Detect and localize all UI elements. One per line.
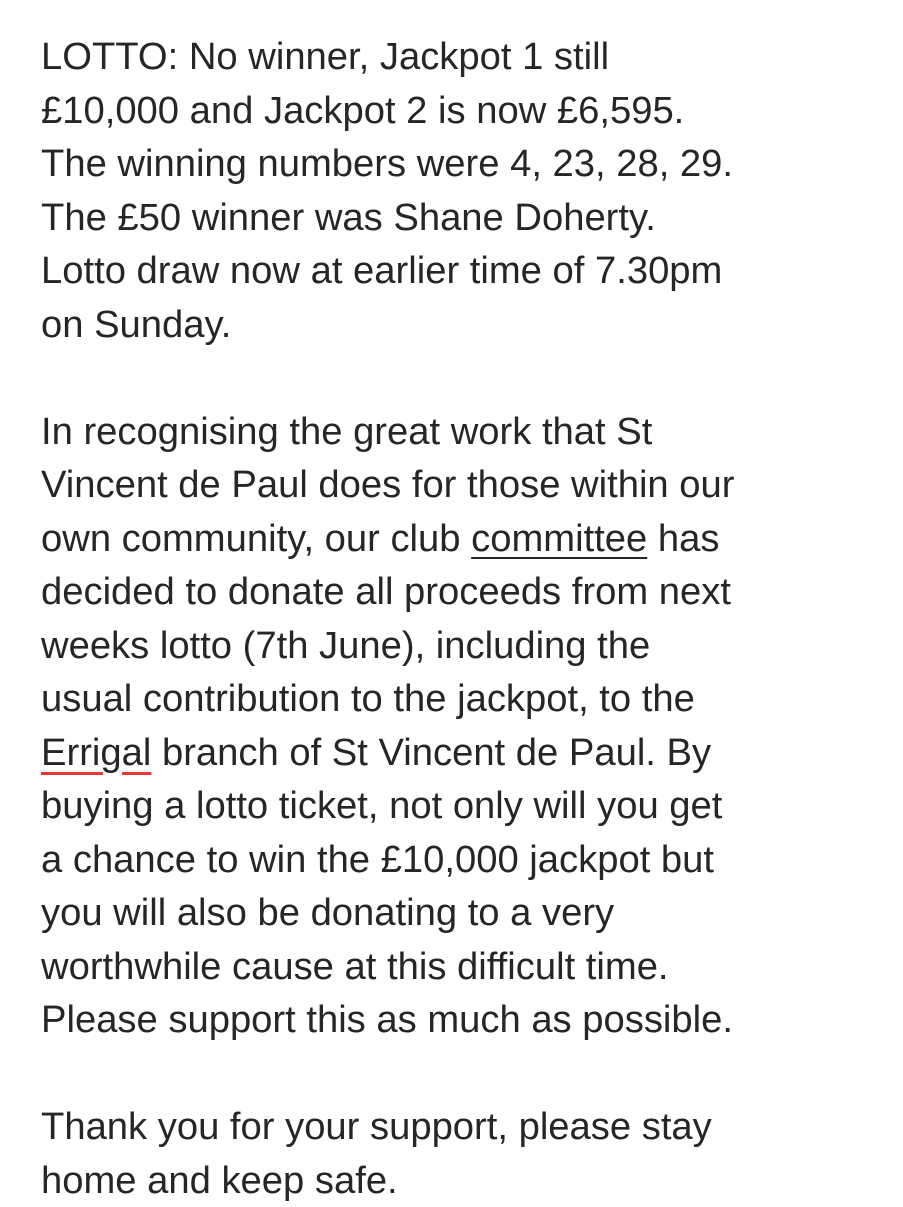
text-segment: has: [647, 517, 719, 560]
text-segment: own community, our club: [41, 517, 471, 560]
text-line: The £50 winner was Shane Doherty.: [41, 191, 881, 245]
text-line: decided to donate all proceeds from next: [41, 565, 881, 619]
text-line: on Sunday.: [41, 298, 881, 352]
text-line: worthwhile cause at this difficult time.: [41, 940, 881, 994]
text-line: Thank you for your support, please stay: [41, 1100, 881, 1154]
paragraph-gap: [41, 351, 881, 405]
spellcheck-flagged-word[interactable]: Errigal: [41, 731, 151, 774]
paragraph-thanks: [41, 1100, 881, 1207]
text-line: £10,000 and Jackpot 2 is now £6,595.: [41, 84, 881, 138]
text-segment: branch of St Vincent de Paul. By: [151, 731, 711, 774]
text-line: Vincent de Paul does for those within our: [41, 458, 881, 512]
text-line: LOTTO: No winner, Jackpot 1 still: [41, 30, 881, 84]
paragraph-donation: [41, 405, 881, 1047]
text-line: you will also be donating to a very: [41, 886, 881, 940]
paragraph-gap: [41, 1047, 881, 1101]
text-line: The winning numbers were 4, 23, 28, 29.: [41, 137, 881, 191]
text-line: usual contribution to the jackpot, to the: [41, 672, 881, 726]
text-line: home and keep safe.: [41, 1154, 881, 1207]
text-line: In recognising the great work that St: [41, 405, 881, 459]
message-body[interactable]: [41, 30, 881, 1207]
text-line: Please support this as much as possible.: [41, 993, 881, 1047]
text-line: a chance to win the £10,000 jackpot but: [41, 833, 881, 887]
text-line: weeks lotto (7th June), including the: [41, 619, 881, 673]
committee-link[interactable]: committee: [471, 517, 647, 560]
text-line: [41, 726, 881, 780]
text-line: [41, 512, 881, 566]
text-line: Lotto draw now at earlier time of 7.30pm: [41, 244, 881, 298]
paragraph-lotto-results: [41, 30, 881, 351]
text-line: buying a lotto ticket, not only will you get: [41, 779, 881, 833]
